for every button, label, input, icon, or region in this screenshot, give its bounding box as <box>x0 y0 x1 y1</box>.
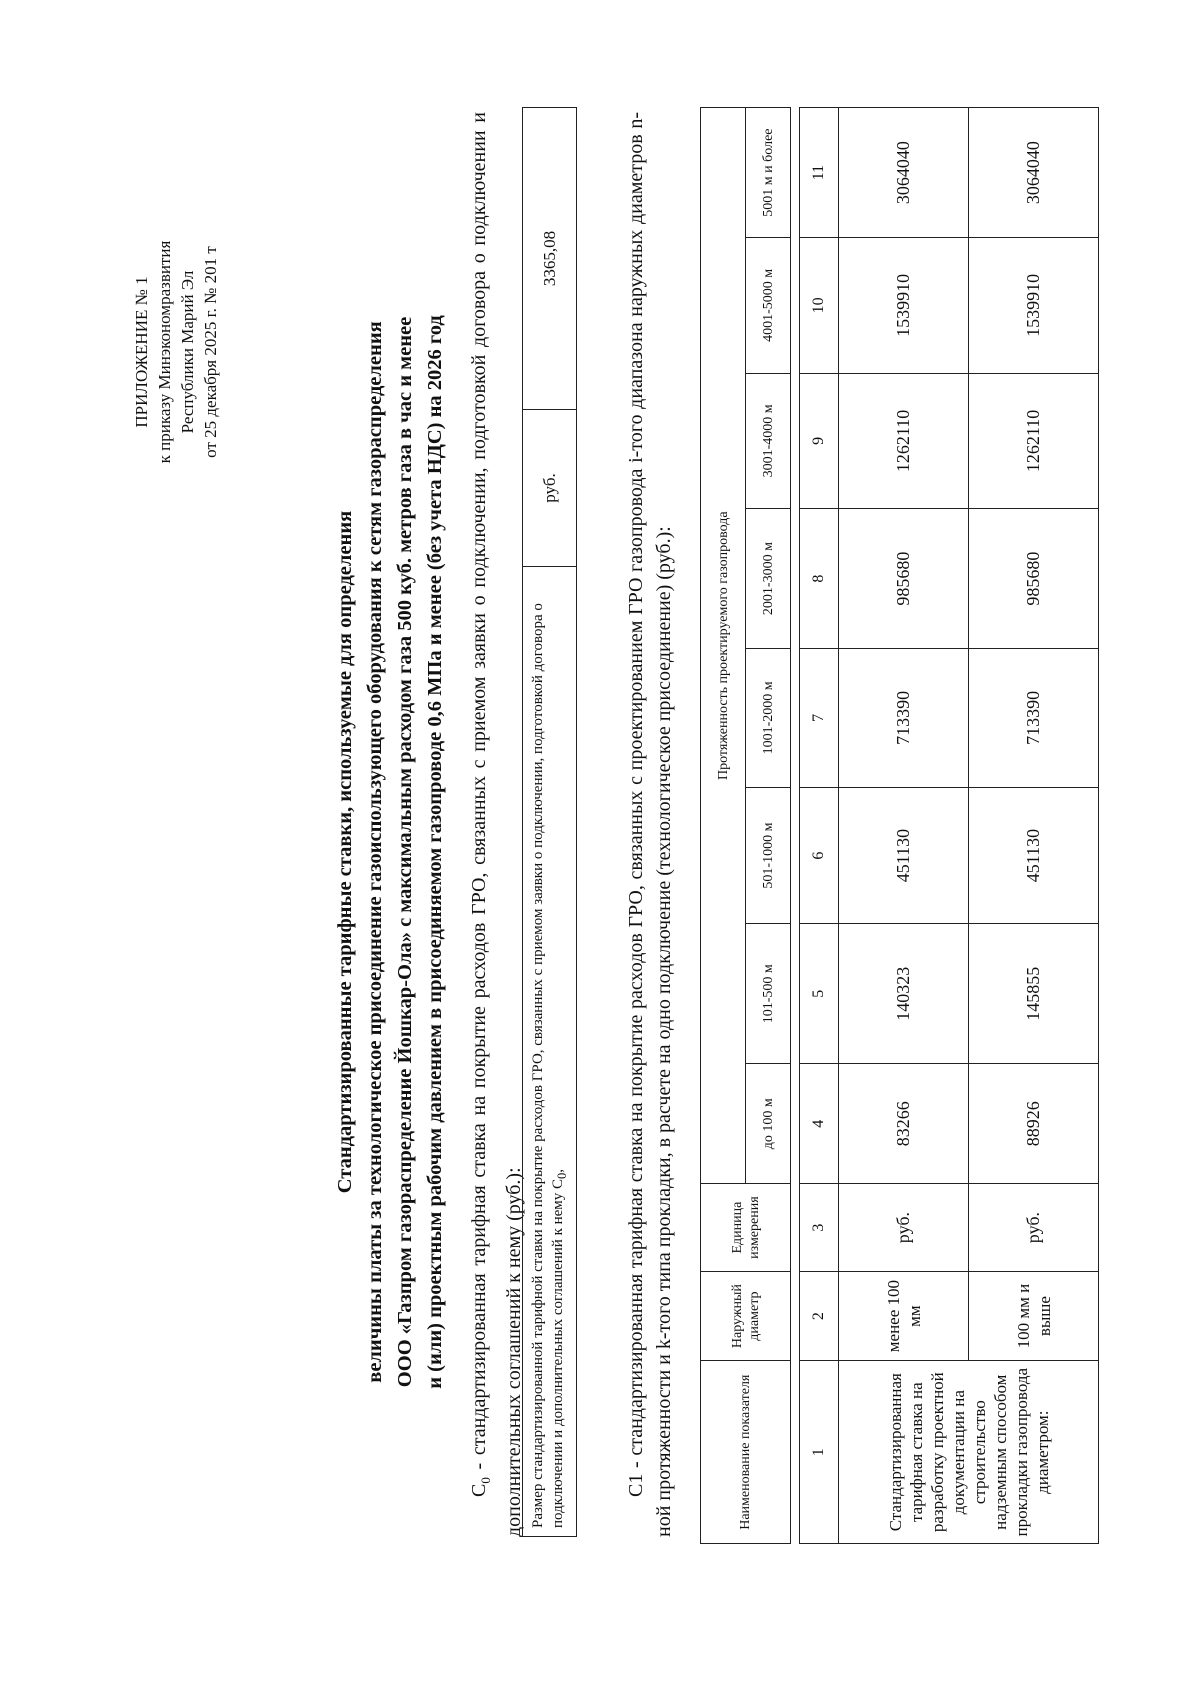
appendix-block <box>130 142 222 562</box>
column-number-row <box>800 108 839 1544</box>
rate-value: 1262110 <box>839 373 969 509</box>
header-diameter: Наружный диаметр <box>701 1271 791 1361</box>
c0-label-end: , <box>549 1168 566 1173</box>
header-range: 2001-3000 м <box>746 509 791 649</box>
header-range: 101-500 м <box>746 924 791 1064</box>
table-row <box>969 108 1099 1544</box>
column-number: 10 <box>800 238 839 374</box>
rate-value: 1262110 <box>969 373 1099 509</box>
c1-description <box>622 112 678 1537</box>
rate-value: 713390 <box>969 649 1099 788</box>
header-name: Наименование показателя <box>701 1361 791 1544</box>
rate-value: 145855 <box>969 924 1099 1064</box>
c0-value: 3365,08 <box>523 108 577 410</box>
header-range: 1001-2000 м <box>746 649 791 788</box>
column-number: 8 <box>800 509 839 649</box>
document-title <box>330 107 450 1597</box>
column-number: 1 <box>800 1361 839 1544</box>
c0-symbol-sub: 0 <box>478 1477 493 1484</box>
rate-value: 985680 <box>969 509 1099 649</box>
c0-label: Размер стандартизированной тарифной ставки на покрытие расходов ГРО, связанных с приемом заявки о подключении, подготовкой договора о подключении и дополнительных соглашений к нему С <box>529 603 566 1528</box>
column-number: 4 <box>800 1064 839 1184</box>
rate-value: 713390 <box>839 649 969 788</box>
title-line-3: ООО «Газпром газораспределение Йошкар-Ола» с максимальным расходом газа 500 куб. метров газа в час и менее <box>394 316 416 1388</box>
appendix-order: к приказу Минэкономразвития <box>155 240 174 464</box>
column-number: 9 <box>800 373 839 509</box>
rate-value: 3064040 <box>839 108 969 238</box>
rate-value: 451130 <box>839 787 969 924</box>
rate-value: 3064040 <box>969 108 1099 238</box>
column-number: 6 <box>800 787 839 924</box>
c0-unit: руб. <box>523 410 577 567</box>
rate-value: 88926 <box>969 1064 1099 1184</box>
c1-table <box>700 107 1099 1544</box>
rate-value: 140323 <box>839 924 969 1064</box>
rate-value: 83266 <box>839 1064 969 1184</box>
title-line-2: величины платы за технологическое присоединение газоиспользующего оборудования к сетям газораспределения <box>364 321 386 1383</box>
c0-label-sub: 0 <box>554 1172 569 1179</box>
column-number: 3 <box>800 1184 839 1271</box>
header-range: до 100 м <box>746 1064 791 1184</box>
row-diameter: менее 100 мм <box>839 1271 969 1361</box>
column-number: 11 <box>800 108 839 238</box>
header-range: 3001-4000 м <box>746 373 791 509</box>
header-row <box>701 108 746 1544</box>
rate-value: 451130 <box>969 787 1099 924</box>
table-row <box>523 108 577 1537</box>
rate-value: 985680 <box>839 509 969 649</box>
row-unit: руб. <box>969 1184 1099 1271</box>
row-unit: руб. <box>839 1184 969 1271</box>
c0-table <box>522 107 577 1537</box>
column-number: 2 <box>800 1271 839 1361</box>
title-line-4: и (или) проектным рабочим давлением в присоединяемом газопроводе 0,6 МПа и менее (без учета НДС) на 2026 год <box>424 315 446 1389</box>
appendix-date: от 25 декабря 2025 г. № 201 т <box>201 246 220 458</box>
indicator-name: Стандартизированная тарифная ставка на разработку проектной документации на строительство надземным способом прокладки газопровода диаметром: <box>839 1361 1099 1544</box>
column-number: 7 <box>800 649 839 788</box>
row-diameter: 100 мм и выше <box>969 1271 1099 1361</box>
header-range: 5001 м и более <box>746 108 791 238</box>
header-gap <box>791 108 800 1544</box>
title-line-1: Стандартизированные тарифные ставки, используемые для определения <box>334 510 356 1194</box>
appendix-republic: Республики Марий Эл <box>178 270 197 434</box>
c0-label-cell <box>523 567 577 1537</box>
c1-text: С1 - стандартизированная тарифная ставка на покрытие расходов ГРО, связанных с проектированием ГРО газопровода i-того диапазона наружных диаметров n-ной протяженности и k-того типа прокладки, в расчете на одно подключение (технологическое присоединение) (руб.): <box>625 112 675 1537</box>
appendix-title: ПРИЛОЖЕНИЕ № 1 <box>132 276 151 428</box>
c0-description <box>465 112 528 1537</box>
table-row <box>839 108 969 1544</box>
c0-symbol: С <box>468 1483 490 1497</box>
rate-value: 1539910 <box>969 238 1099 374</box>
rate-value: 1539910 <box>839 238 969 374</box>
header-length-group: Протяженность проектируемого газопровода <box>701 108 746 1184</box>
header-range: 4001-5000 м <box>746 238 791 374</box>
header-unit: Единица измерения <box>701 1184 791 1271</box>
header-range: 501-1000 м <box>746 787 791 924</box>
column-number: 5 <box>800 924 839 1064</box>
c0-text: - стандартизированная тарифная ставка на покрытие расходов ГРО, связанных с приемом заявки о подключении, подготовкой договора о подключении и дополнительных соглашений к нему (руб.): <box>468 112 525 1537</box>
